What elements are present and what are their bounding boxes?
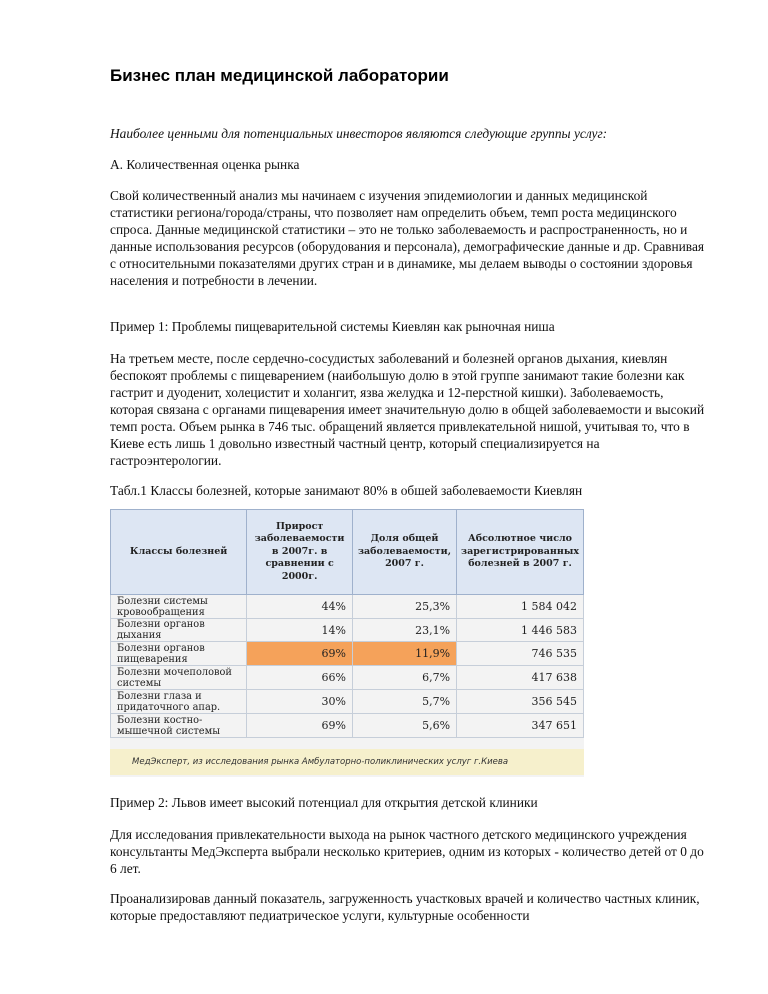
cell-count: 417 638: [457, 666, 584, 690]
cell-share: 23,1%: [352, 619, 456, 642]
cell-name: Болезни системы кровообращения: [111, 595, 247, 619]
cell-growth: 14%: [247, 619, 353, 642]
cell-name: Болезни глаза и придаточного апар.: [111, 690, 247, 714]
table-caption: Табл.1 Классы болезней, которые занимают 80% в обшей заболеваемости Киевлян: [110, 483, 583, 498]
cell-share: 11,9%: [352, 642, 456, 666]
cell-name: Болезни костно-мышечной системы: [111, 714, 247, 738]
cell-count: 1 584 042: [457, 595, 584, 619]
table-row: [111, 666, 584, 690]
table-row: [111, 619, 584, 642]
cell-growth: 44%: [247, 595, 353, 619]
cell-count: 746 535: [457, 642, 584, 666]
cell-name: Болезни органов дыхания: [111, 619, 247, 642]
paragraph-3: Для исследования привлекательности выхода на рынок частного детского медицинского учреждения консультанты МедЭксперта выбрали несколько критериев, одним из которых - количество детей от 0 до 6 лет.: [110, 827, 704, 876]
table-row: [111, 690, 584, 714]
intro-text: Наиболее ценными для потенциальных инвесторов являются следующие группы услуг:: [110, 126, 608, 141]
table-row: [111, 595, 584, 619]
table-row: [111, 714, 584, 738]
cell-count: 347 651: [457, 714, 584, 738]
header-growth: Прирост заболеваемости в 2007г. в сравнении с 2000г.: [247, 510, 353, 595]
cell-growth: 69%: [247, 642, 353, 666]
cell-share: 25,3%: [352, 595, 456, 619]
cell-growth: 69%: [247, 714, 353, 738]
cell-share: 5,7%: [352, 690, 456, 714]
paragraph-4: Проанализировав данный показатель, загруженность участковых врачей и количество частных клиник, которые предоставляют педиатрическое услуги, культурные особенности: [110, 891, 700, 923]
paragraph-1: Свой количественный анализ мы начинаем с изучения эпидемиологии и данных медицинской статистики региона/города/страны, что позволяет нам определить объем, темп роста медицинского спроса. Данные медицинской статистики – это не только заболеваемость и распространенность, но и данные использования ресурсов (оборудования и персонала), демографические данные и др. Сравнивая с относительными показателями других стран и в динамике, мы делаем выводы о состоянии здоровья населения и потребности в лечении.: [110, 188, 705, 288]
paragraph-2: На третьем месте, после сердечно-сосудистых заболеваний и болезней органов дыхания, киевлян беспокоят проблемы с пищеварением (наибольшую долю в этой группе занимают такие болезни как гастрит и дуоденит, холецистит и холангит, язва желудка и 12-перстной кишки). Заболеваемость, которая связана с органами пищеварения имеет значительную долю в общей заболеваемости и высокий темп роста. Объем рынка в 746 тыс. обращений является привлекательной нишой, учитывая то, что в Киеве есть лишь 1 довольно известный частный центр, который специализируется на гастроэнтерологии.: [110, 351, 705, 468]
header-count: Абсолютное число зарегистрированных болезней в 2007 г.: [457, 510, 584, 595]
example-1-heading: Пример 1: Проблемы пищеварительной системы Киевлян как рыночная ниша: [110, 319, 555, 334]
disease-table: [110, 509, 584, 738]
page-title: Бизнес план медицинской лаборатории: [110, 66, 449, 85]
cell-name: Болезни мочеполовой системы: [111, 666, 247, 690]
cell-share: 6,7%: [352, 666, 456, 690]
table-source-note: МедЭксперт, из исследования рынка Амбулаторно-поликлинических услуг г.Киева: [110, 749, 584, 775]
example-2-heading: Пример 2: Львов имеет высокий потенциал для открытия детской клиники: [110, 795, 538, 810]
section-a-heading: А. Количественная оценка рынка: [110, 157, 300, 172]
cell-share: 5,6%: [352, 714, 456, 738]
header-disease-class: Классы болезней: [111, 510, 247, 595]
cell-count: 356 545: [457, 690, 584, 714]
table-row-highlighted: [111, 642, 584, 666]
cell-count: 1 446 583: [457, 619, 584, 642]
disease-table-container: [110, 509, 584, 777]
cell-name: Болезни органов пищеварения: [111, 642, 247, 666]
cell-growth: 66%: [247, 666, 353, 690]
cell-growth: 30%: [247, 690, 353, 714]
header-share: Доля общей заболеваемости, 2007 г.: [352, 510, 456, 595]
